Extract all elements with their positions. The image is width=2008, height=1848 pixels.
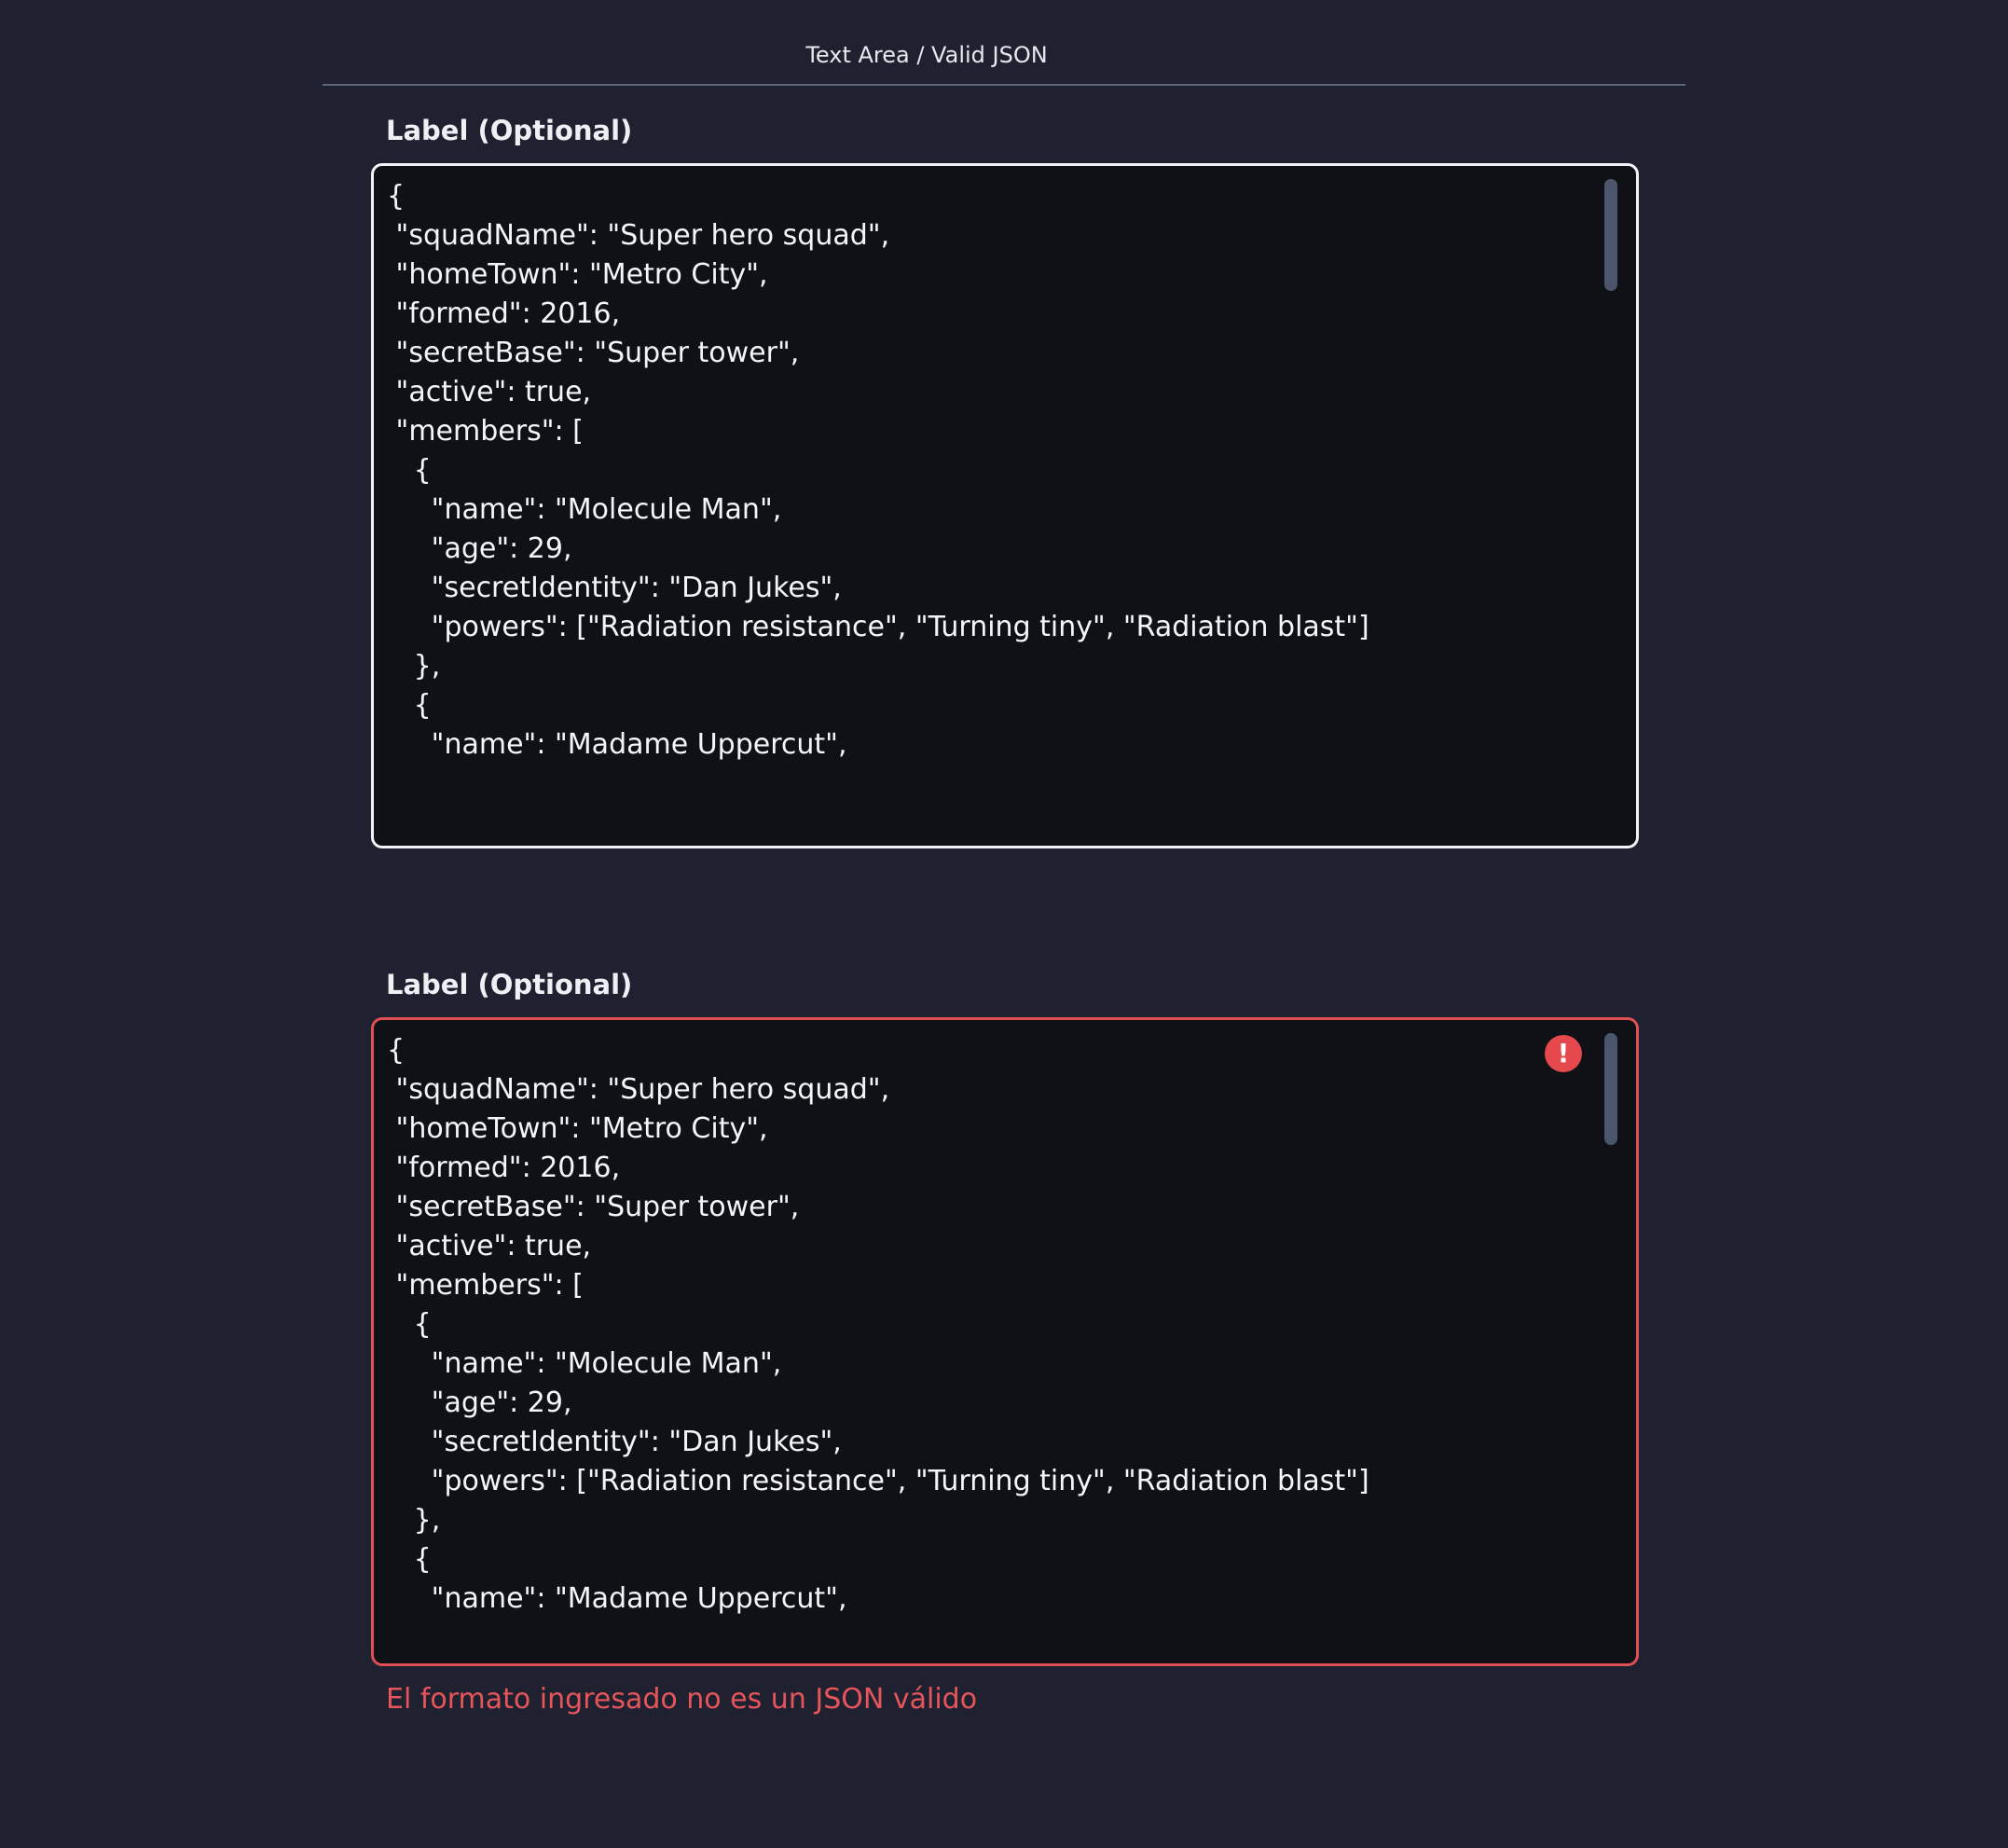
page-title: Text Area / Valid JSON <box>805 42 1048 68</box>
json-textarea-content[interactable]: { "squadName": "Super hero squad", "homeTown": "Metro City", "formed": 2016, "secretBase": "Super tower", "active": true, "members": [ { "name": "Molecule Man", "age": 29, "secretIdentity": "Dan Jukes", "powers": ["Radiation resistance", "Turning tiny", "Radiation blast"] }, { "name": "Madame Uppercut", <box>387 180 1369 761</box>
error-message: El formato ingresado no es un JSON válido <box>386 1683 978 1716</box>
json-textarea[interactable] <box>371 163 1639 848</box>
alert-circle-icon: ! <box>1545 1035 1582 1072</box>
json-textarea-error[interactable] <box>371 1017 1639 1666</box>
page-header <box>323 0 1685 86</box>
field-label: Label (Optional) <box>386 115 633 146</box>
textarea-scrollbar[interactable] <box>1604 179 1617 291</box>
textarea-scrollbar[interactable] <box>1604 1033 1617 1145</box>
json-textarea-content[interactable]: { "squadName": "Super hero squad", "homeTown": "Metro City", "formed": 2016, "secretBase": "Super tower", "active": true, "members": [ { "name": "Molecule Man", "age": 29, "secretIdentity": "Dan Jukes", "powers": ["Radiation resistance", "Turning tiny", "Radiation blast"] }, { "name": "Madame Uppercut", <box>387 1034 1369 1615</box>
field-label: Label (Optional) <box>386 969 633 1000</box>
